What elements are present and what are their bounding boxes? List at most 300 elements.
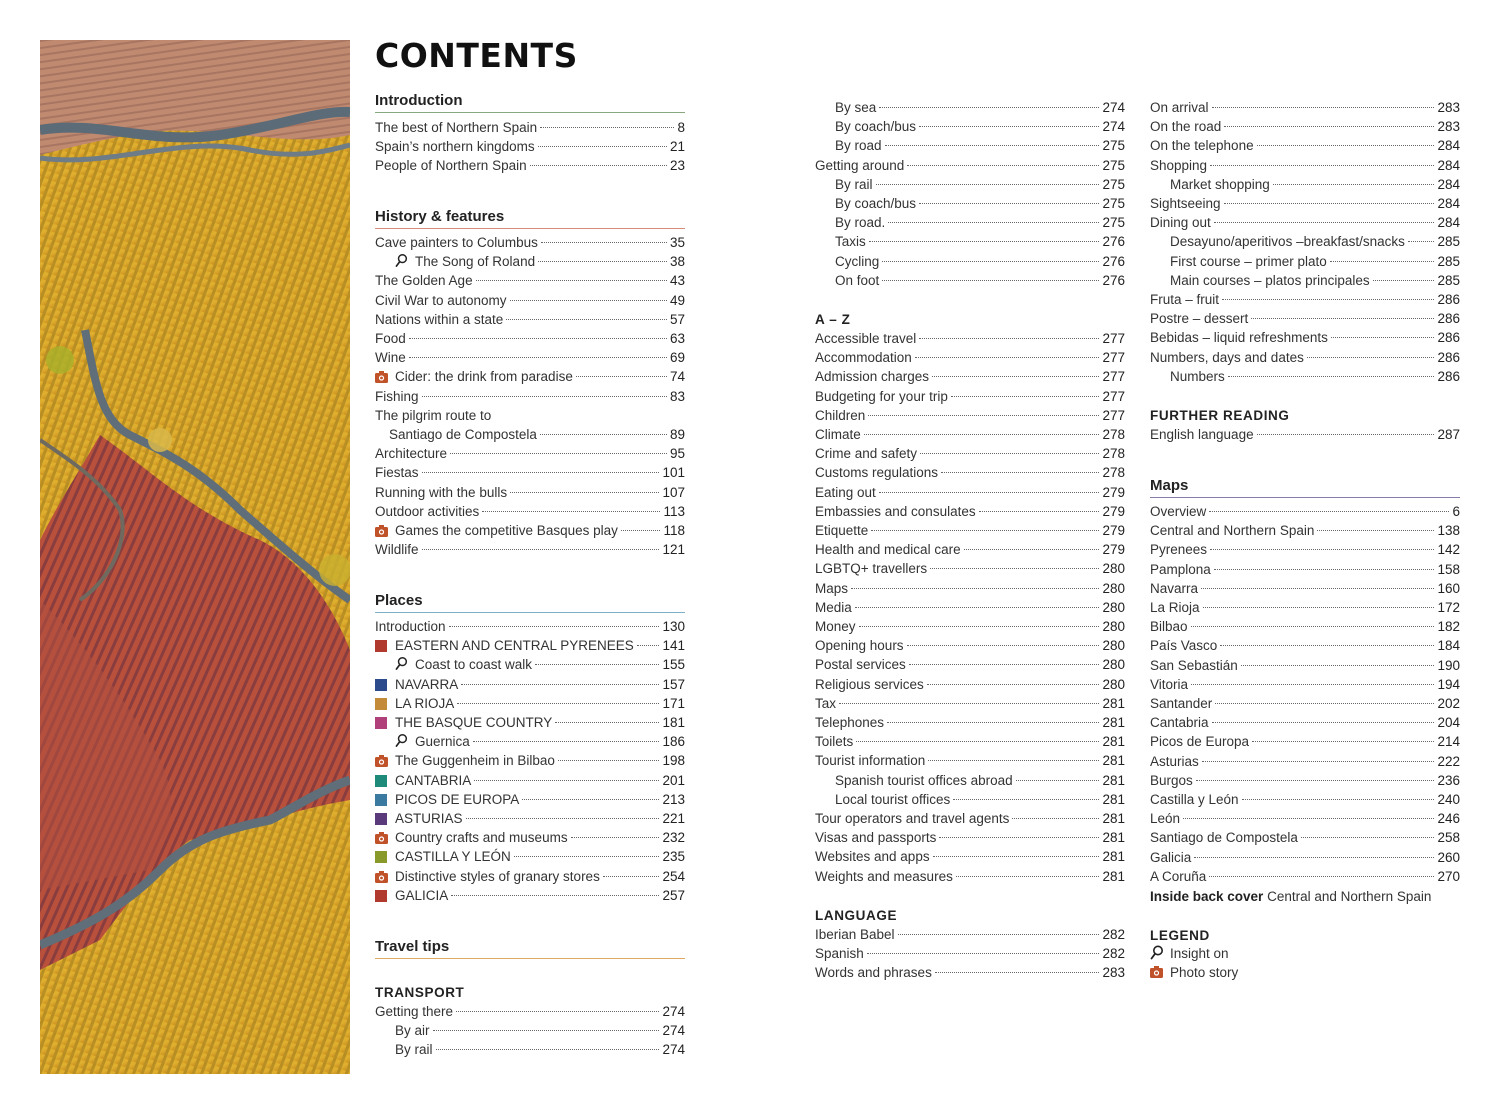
toc-entry-page: 281 (1102, 830, 1125, 846)
leader-dots (1317, 530, 1434, 531)
toc-entry-label: Cycling (835, 253, 880, 269)
toc-entry-page: 282 (1102, 946, 1125, 962)
toc-entry[interactable] (375, 828, 685, 847)
toc-entry[interactable] (1150, 348, 1460, 367)
toc-entry-label: Accessible travel (815, 331, 917, 346)
toc-entry[interactable] (815, 732, 1125, 751)
toc-entry[interactable] (815, 867, 1125, 886)
toc-entry-label: La Rioja (1150, 600, 1200, 615)
toc-entry-label: Fiestas (375, 465, 419, 481)
toc-entry[interactable] (815, 655, 1125, 674)
toc-entry[interactable] (815, 406, 1125, 425)
toc-entry[interactable] (815, 847, 1125, 866)
toc-entry-label: Santiago de Compostela (1150, 830, 1298, 846)
toc-entry-label: Distinctive styles of granary stores (395, 868, 600, 884)
inside-back-cover-entry[interactable] (1150, 887, 1431, 906)
leader-dots (839, 703, 1099, 704)
toc-entry-label: Santiago de Compostela (389, 427, 537, 442)
toc-entry[interactable] (1150, 617, 1460, 636)
leader-dots (864, 434, 1100, 435)
leader-dots (422, 472, 660, 473)
toc-entry-label: Pamplona (1150, 561, 1211, 577)
leader-dots (882, 280, 1099, 281)
region-color-swatch (375, 698, 387, 710)
leader-dots (1257, 145, 1435, 146)
toc-entry[interactable] (375, 310, 685, 329)
toc-entry[interactable] (375, 809, 685, 828)
toc-entry-page: 171 (662, 695, 685, 711)
leader-dots (474, 780, 659, 781)
toc-entry-label: Telephones (815, 715, 885, 730)
toc-entry-page: 49 (669, 292, 685, 308)
toc-entry[interactable] (1150, 560, 1460, 579)
toc-entry-label: Cantabria (1150, 715, 1209, 731)
toc-entry[interactable] (1150, 136, 1460, 155)
region-color-swatch (375, 775, 387, 787)
toc-entry-label: Running with the bulls (375, 484, 508, 500)
toc-entry-label: Games the competitive Basques play (395, 523, 618, 538)
toc-entry[interactable] (375, 790, 685, 809)
toc-entry[interactable] (815, 521, 1125, 540)
toc-entry[interactable] (815, 598, 1125, 617)
toc-entry-label: Spanish (815, 946, 864, 962)
legend-photo (1150, 963, 1238, 983)
toc-entry[interactable] (375, 847, 685, 866)
toc-entry[interactable] (1150, 713, 1460, 732)
leader-dots (851, 588, 1099, 589)
toc-entry[interactable] (395, 252, 685, 271)
leader-dots (856, 741, 1099, 742)
toc-entry-label: Tour operators and travel agents (815, 811, 1010, 826)
toc-entry-page: 278 (1102, 465, 1125, 481)
toc-entry-page: 186 (662, 734, 685, 750)
toc-entry[interactable] (815, 675, 1125, 694)
toc-entry[interactable] (1150, 521, 1460, 540)
toc-entry-label: The pilgrim route to (375, 407, 492, 423)
toc-entry-page: 283 (1437, 119, 1460, 135)
leader-dots (555, 722, 659, 723)
toc-entry-page: 63 (669, 331, 685, 346)
toc-entry-label: Shopping (1150, 157, 1208, 173)
leader-dots (928, 760, 1099, 761)
toc-entry-label: Santander (1150, 696, 1213, 711)
toc-entry[interactable] (1150, 771, 1460, 790)
leader-dots (909, 664, 1100, 665)
toc-entry-label: Admission charges (815, 369, 930, 385)
toc-entry[interactable] (815, 925, 1125, 944)
toc-entry[interactable] (835, 232, 1125, 251)
toc-entry[interactable] (815, 329, 1125, 348)
toc-entry-label: Crime and safety (815, 446, 918, 462)
leader-dots (535, 664, 659, 665)
toc-entry[interactable] (815, 944, 1125, 963)
toc-entry[interactable] (1150, 194, 1460, 213)
toc-entry[interactable] (1150, 675, 1460, 694)
toc-entry[interactable] (1150, 328, 1460, 347)
toc-entry-label: Architecture (375, 446, 448, 462)
toc-entry[interactable] (1150, 309, 1460, 328)
toc-entry[interactable] (815, 963, 1125, 982)
toc-entry[interactable] (1150, 809, 1460, 828)
toc-entry[interactable] (1150, 790, 1460, 809)
toc-entry[interactable] (815, 387, 1125, 406)
toc-entry[interactable] (1170, 232, 1460, 251)
toc-entry-page: 281 (1102, 695, 1125, 711)
toc-entry[interactable] (395, 1040, 685, 1059)
toc-entry-label: Numbers (1170, 368, 1225, 384)
toc-entry[interactable] (835, 194, 1125, 213)
toc-entry-page: 275 (1102, 138, 1125, 154)
toc-entry[interactable] (815, 348, 1125, 367)
leader-dots (888, 222, 1099, 223)
toc-entry[interactable] (375, 463, 685, 482)
leader-dots (979, 511, 1100, 512)
toc-entry-page: 274 (1102, 119, 1125, 135)
toc-entry-label: CASTILLA Y LEÓN (395, 849, 511, 865)
toc-entry[interactable] (375, 713, 685, 732)
toc-entry[interactable] (835, 136, 1125, 155)
leader-dots (1209, 511, 1449, 512)
toc-entry-label: Iberian Babel (815, 927, 895, 942)
toc-entry-label: Websites and apps (815, 849, 930, 865)
toc-entry-page: 286 (1437, 292, 1460, 307)
toc-entry-label: Tax (815, 695, 837, 711)
legend-insight (1150, 944, 1229, 965)
toc-entry[interactable] (375, 617, 685, 636)
legend-insight-label: Insight on (1170, 946, 1229, 961)
toc-entry[interactable] (1170, 252, 1460, 271)
subheading-further-reading: FURTHER READING (1150, 408, 1290, 423)
toc-entry[interactable] (375, 118, 685, 137)
toc-entry-label: By sea (835, 100, 877, 115)
toc-entry-label: English language (1150, 427, 1254, 442)
toc-entry[interactable] (1170, 175, 1460, 194)
toc-entry-label: Money (815, 619, 856, 634)
toc-entry-label: THE BASQUE COUNTRY (395, 715, 553, 730)
toc-entry[interactable] (1150, 156, 1460, 175)
toc-entry-label: Guernica (415, 734, 470, 750)
toc-entry[interactable] (375, 521, 685, 540)
toc-entry[interactable] (375, 483, 685, 502)
toc-entry[interactable] (375, 771, 685, 790)
leader-dots (885, 145, 1100, 146)
leader-dots (919, 203, 1099, 204)
leader-dots (930, 568, 1099, 569)
toc-entry[interactable] (375, 867, 685, 886)
toc-entry-page: 280 (1102, 561, 1125, 577)
toc-entry[interactable] (1150, 694, 1460, 713)
leader-dots (538, 146, 667, 147)
toc-entry-label: País Vasco (1150, 638, 1218, 654)
toc-entry-page: 254 (662, 868, 685, 884)
toc-entry-label: Media (815, 599, 852, 615)
leader-dots (449, 626, 660, 627)
toc-entry-page: 274 (662, 1042, 685, 1058)
toc-entry[interactable] (815, 579, 1125, 598)
leader-dots (915, 357, 1100, 358)
toc-entry-page: 240 (1437, 792, 1460, 807)
leader-dots (538, 261, 667, 262)
toc-entry[interactable] (389, 425, 685, 444)
toc-entry[interactable] (375, 271, 685, 290)
toc-entry-page: 89 (669, 427, 685, 442)
toc-entry[interactable] (1150, 752, 1460, 771)
toc-entry[interactable] (375, 886, 685, 905)
toc-entry-label: The Guggenheim in Bilbao (395, 753, 555, 769)
leader-dots (1210, 165, 1434, 166)
toc-entry-label: Desayuno/aperitivos –breakfast/snacks (1170, 234, 1405, 250)
toc-entry-page: 283 (1102, 965, 1125, 981)
toc-entry[interactable] (1150, 636, 1460, 655)
leader-dots (1212, 107, 1435, 108)
toc-entry[interactable] (1150, 425, 1460, 444)
toc-entry-label: Budgeting for your trip (815, 388, 948, 404)
toc-entry-label: EASTERN AND CENTRAL PYRENEES (395, 638, 634, 654)
toc-entry-label: Galicia (1150, 849, 1192, 865)
toc-entry[interactable] (815, 367, 1125, 386)
camera-icon (375, 870, 388, 883)
leader-dots (951, 396, 1100, 397)
toc-entry-label: First course – primer plato (1170, 253, 1327, 269)
leader-dots (927, 684, 1100, 685)
leader-dots (576, 376, 667, 377)
toc-entry-page: 274 (662, 1023, 685, 1039)
toc-entry-page: 285 (1437, 253, 1460, 269)
toc-entry[interactable] (815, 483, 1125, 502)
leader-dots (1220, 645, 1434, 646)
toc-entry[interactable] (815, 617, 1125, 636)
toc-entry-label: Castilla y León (1150, 792, 1239, 807)
toc-entry-page: 281 (1102, 715, 1125, 730)
toc-entry[interactable] (815, 156, 1125, 175)
toc-entry[interactable] (1150, 848, 1460, 867)
camera-icon (375, 832, 388, 845)
toc-entry-label: Dining out (1150, 215, 1211, 231)
toc-entry[interactable] (815, 694, 1125, 713)
toc-entry-page: 107 (662, 484, 685, 500)
leader-dots (1194, 857, 1434, 858)
toc-entry[interactable] (1150, 117, 1460, 136)
toc-entry[interactable] (1150, 656, 1460, 675)
toc-entry-label: A Coruña (1150, 868, 1207, 884)
leader-dots (1183, 818, 1434, 819)
toc-entry-label: Etiquette (815, 523, 869, 538)
toc-entry-page: 286 (1437, 311, 1460, 327)
toc-entry[interactable] (1150, 213, 1460, 232)
toc-entry-label: Words and phrases (815, 965, 932, 981)
toc-entry-label: Maps (815, 580, 849, 596)
toc-entry-page: 194 (1437, 676, 1460, 692)
toc-entry-label: GALICIA (395, 887, 449, 903)
toc-entry-page: 276 (1102, 253, 1125, 269)
toc-entry[interactable] (1150, 598, 1460, 617)
leader-dots (1209, 876, 1434, 877)
toc-entry-page: 184 (1437, 638, 1460, 654)
toc-entry-page: 270 (1437, 868, 1460, 884)
toc-entry[interactable] (815, 559, 1125, 578)
toc-entry[interactable] (395, 732, 685, 751)
toc-entry[interactable] (815, 444, 1125, 463)
toc-entry[interactable] (815, 502, 1125, 521)
leader-dots (558, 760, 660, 761)
toc-entry-page: 118 (663, 523, 685, 538)
toc-entry[interactable] (375, 137, 685, 156)
leader-dots (1307, 357, 1435, 358)
leader-dots (540, 127, 674, 128)
toc-entry[interactable] (395, 655, 685, 674)
toc-entry-page: 281 (1102, 811, 1125, 826)
toc-entry[interactable] (375, 751, 685, 770)
toc-entry[interactable] (375, 502, 685, 521)
toc-entry[interactable] (815, 636, 1125, 655)
toc-entry[interactable] (375, 329, 685, 348)
leader-dots (476, 280, 667, 281)
toc-entry-page: 284 (1437, 157, 1460, 173)
vineyard-aerial-photo (40, 40, 350, 1074)
toc-entry[interactable] (835, 98, 1125, 117)
toc-entry-label: On foot (835, 272, 880, 288)
toc-entry[interactable] (1170, 271, 1460, 290)
toc-entry[interactable] (835, 252, 1125, 271)
toc-entry[interactable] (815, 751, 1125, 770)
toc-entry-label: Taxis (835, 234, 866, 250)
toc-entry[interactable] (815, 540, 1125, 559)
toc-entry[interactable] (375, 540, 685, 559)
region-color-swatch (375, 679, 387, 691)
toc-entry-label: On arrival (1150, 100, 1209, 115)
toc-entry-label: By coach/bus (835, 196, 917, 211)
toc-entry[interactable] (1150, 828, 1460, 847)
toc-entry-page: 279 (1102, 523, 1125, 538)
leader-dots (436, 1049, 660, 1050)
toc-entry[interactable] (815, 463, 1125, 482)
toc-entry[interactable] (1150, 540, 1460, 559)
leader-dots (879, 492, 1100, 493)
toc-entry-label: LA RIOJA (395, 695, 455, 711)
toc-entry[interactable] (375, 444, 685, 463)
toc-entry-label: PICOS DE EUROPA (395, 791, 520, 807)
toc-entry[interactable] (1150, 502, 1460, 521)
toc-entry[interactable] (815, 809, 1125, 828)
toc-entry-label: Health and medical care (815, 542, 961, 558)
toc-entry[interactable] (1150, 290, 1460, 309)
toc-entry-label: Sightseeing (1150, 196, 1221, 211)
toc-entry[interactable] (375, 694, 685, 713)
toc-entry[interactable] (1150, 732, 1460, 751)
region-color-swatch (375, 717, 387, 729)
toc-entry-page: 280 (1102, 676, 1125, 692)
toc-entry[interactable] (835, 771, 1125, 790)
leader-dots (1201, 588, 1434, 589)
toc-entry-page: 278 (1102, 446, 1125, 462)
toc-entry-page: 221 (662, 811, 685, 826)
magnifier-icon (1150, 945, 1164, 965)
toc-entry-page: 201 (662, 772, 685, 788)
leader-dots (422, 549, 660, 550)
toc-entry-page: 275 (1102, 157, 1125, 173)
toc-entry-label: Postre – dessert (1150, 311, 1249, 327)
toc-entry-label: Food (375, 331, 406, 346)
toc-entry-label: Spain’s northern kingdoms (375, 139, 535, 155)
leader-dots (941, 472, 1099, 473)
toc-entry-label: The Song of Roland (415, 254, 536, 270)
leader-dots (932, 376, 1099, 377)
toc-entry-page: 260 (1437, 849, 1460, 865)
leader-dots (1251, 318, 1434, 319)
subheading-legend: LEGEND (1150, 928, 1210, 943)
toc-entry[interactable] (835, 117, 1125, 136)
toc-entry[interactable] (835, 213, 1125, 232)
section-heading-maps: Maps (1150, 477, 1460, 498)
section-heading-introduction: Introduction (375, 92, 685, 113)
toc-entry-label: Climate (815, 427, 861, 442)
toc-entry[interactable] (375, 636, 685, 655)
toc-entry[interactable] (375, 156, 685, 175)
toc-entry-label: People of Northern Spain (375, 158, 527, 174)
toc-entry[interactable] (1150, 579, 1460, 598)
toc-entry-label: Eating out (815, 484, 876, 500)
leader-dots (621, 530, 661, 531)
toc-entry-page: 279 (1102, 484, 1125, 500)
toc-entry-page: 283 (1437, 100, 1460, 115)
toc-entry[interactable] (835, 790, 1125, 809)
toc-entry-label: Fruta – fruit (1150, 292, 1220, 307)
toc-entry[interactable] (815, 713, 1125, 732)
leader-dots (1252, 741, 1434, 742)
toc-entry[interactable] (375, 291, 685, 310)
toc-entry-page: 214 (1437, 734, 1460, 750)
toc-entry-page: 155 (662, 657, 685, 673)
toc-entry-page: 280 (1102, 657, 1125, 673)
toc-entry[interactable] (1150, 867, 1460, 886)
toc-entry[interactable] (835, 271, 1125, 290)
toc-entry-label: Visas and passports (815, 830, 937, 846)
toc-entry[interactable] (835, 175, 1125, 194)
toc-entry[interactable] (375, 675, 685, 694)
toc-entry[interactable] (375, 367, 685, 386)
leader-dots (867, 953, 1100, 954)
toc-entry-label: Children (815, 407, 866, 423)
toc-entry[interactable] (375, 1002, 685, 1021)
leader-dots (457, 703, 659, 704)
toc-entry[interactable] (395, 1021, 685, 1040)
toc-entry-page: 158 (1437, 561, 1460, 577)
toc-entry-label: By air (395, 1023, 430, 1039)
toc-entry-label: The best of Northern Spain (375, 120, 538, 135)
toc-entry[interactable] (375, 387, 685, 406)
leader-dots (1191, 626, 1435, 627)
toc-entry[interactable] (815, 828, 1125, 847)
toc-entry[interactable] (1150, 98, 1460, 117)
leader-dots (510, 300, 667, 301)
toc-entry[interactable] (1170, 367, 1460, 386)
toc-entry-label: Getting around (815, 157, 905, 173)
leader-dots (1016, 780, 1100, 781)
subheading-language: LANGUAGE (815, 908, 898, 923)
toc-entry[interactable] (815, 425, 1125, 444)
leader-dots (907, 645, 1100, 646)
toc-entry-page: 57 (669, 311, 685, 327)
toc-entry-page: 281 (1102, 734, 1125, 750)
toc-entry-label: Market shopping (1170, 176, 1270, 192)
toc-entry-page: 204 (1437, 715, 1460, 731)
toc-entry[interactable] (375, 233, 685, 252)
toc-entry[interactable] (375, 348, 685, 367)
leader-dots (1241, 665, 1435, 666)
camera-icon (375, 525, 388, 538)
toc-entry-label: Local tourist offices (835, 791, 951, 807)
toc-entry-label: Coast to coast walk (415, 657, 533, 673)
